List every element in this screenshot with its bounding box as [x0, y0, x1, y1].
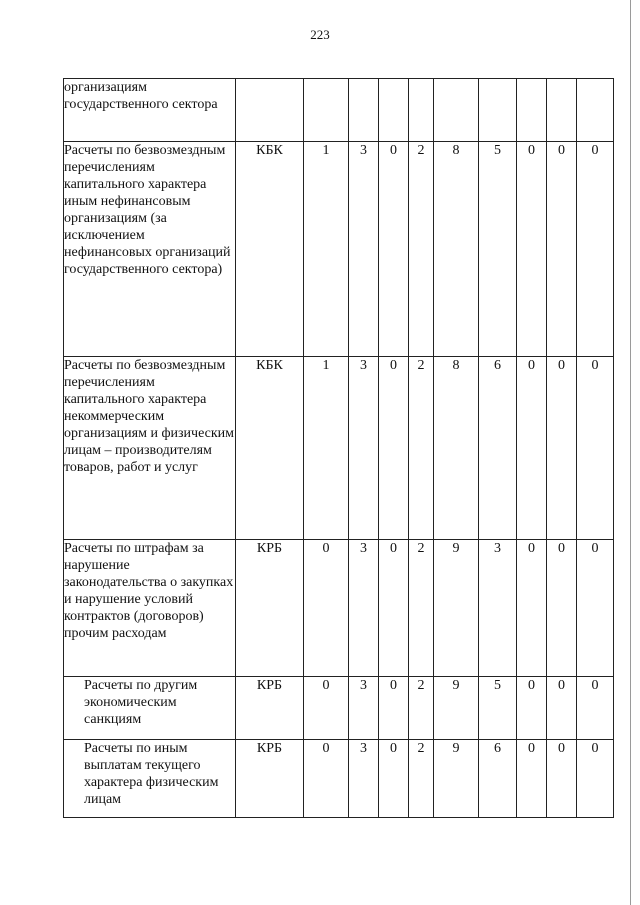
account-digit-cell: 3: [349, 142, 379, 357]
account-name-cell: организациям государственного сектора: [64, 79, 236, 142]
account-digit-cell: [577, 79, 614, 142]
account-digit-cell: 0: [304, 540, 349, 677]
account-digit-cell: 8: [434, 142, 479, 357]
account-digit-cell: 5: [479, 142, 517, 357]
code-type-cell: КРБ: [236, 740, 304, 818]
table-row: [64, 540, 614, 677]
account-digit-cell: 3: [349, 357, 379, 540]
account-digit-cell: 9: [434, 740, 479, 818]
code-type-cell: [236, 79, 304, 142]
code-type-cell: КРБ: [236, 677, 304, 740]
account-digit-cell: 0: [379, 357, 409, 540]
account-digit-cell: 0: [577, 540, 614, 677]
table-row: [64, 677, 614, 740]
account-digit-cell: 2: [409, 740, 434, 818]
account-digit-cell: [379, 79, 409, 142]
account-digit-cell: 0: [577, 357, 614, 540]
account-digit-cell: 9: [434, 677, 479, 740]
account-digit-cell: 2: [409, 142, 434, 357]
account-name-cell: Расчеты по безвозмездным перечислениям капитального характера некоммерческим организациям и физическим лицам – производителям товаров, работ и услуг: [64, 357, 236, 540]
account-digit-cell: 0: [547, 740, 577, 818]
account-digit-cell: 0: [379, 677, 409, 740]
account-digit-cell: 1: [304, 142, 349, 357]
account-digit-cell: 0: [517, 740, 547, 818]
account-digit-cell: [409, 79, 434, 142]
account-digit-cell: 9: [434, 540, 479, 677]
table-row: [64, 142, 614, 357]
account-name-cell: Расчеты по другим экономическим санкциям: [64, 677, 236, 740]
code-type-cell: КБК: [236, 357, 304, 540]
account-digit-cell: 0: [577, 677, 614, 740]
account-digit-cell: 5: [479, 677, 517, 740]
account-digit-cell: 6: [479, 740, 517, 818]
account-digit-cell: 0: [577, 740, 614, 818]
account-name-cell: Расчеты по безвозмездным перечислениям капитального характера иным нефинансовым организациям (за исключением нефинансовых организаций государственного сектора): [64, 142, 236, 357]
account-digit-cell: 0: [577, 142, 614, 357]
account-digit-cell: 0: [517, 142, 547, 357]
account-digit-cell: [349, 79, 379, 142]
account-digit-cell: 8: [434, 357, 479, 540]
account-name-cell: Расчеты по иным выплатам текущего характера физическим лицам: [64, 740, 236, 818]
account-digit-cell: 0: [379, 740, 409, 818]
account-digit-cell: 0: [547, 540, 577, 677]
account-digit-cell: 6: [479, 357, 517, 540]
table-row: [64, 79, 614, 142]
account-digit-cell: [547, 79, 577, 142]
account-digit-cell: 3: [479, 540, 517, 677]
account-digit-cell: 0: [547, 357, 577, 540]
accounts-table: [63, 78, 614, 818]
account-digit-cell: 0: [304, 740, 349, 818]
page-number: 223: [310, 27, 330, 42]
account-digit-cell: 0: [517, 540, 547, 677]
account-digit-cell: [304, 79, 349, 142]
account-digit-cell: 0: [304, 677, 349, 740]
table-row: [64, 740, 614, 818]
account-digit-cell: 0: [547, 677, 577, 740]
account-digit-cell: 0: [379, 142, 409, 357]
account-name-cell: Расчеты по штрафам за нарушение законодательства о закупках и нарушение условий контрактов (договоров) прочим расходам: [64, 540, 236, 677]
account-digit-cell: 3: [349, 677, 379, 740]
account-digit-cell: 2: [409, 677, 434, 740]
page-edge-line: [630, 0, 631, 905]
account-digit-cell: [434, 79, 479, 142]
account-digit-cell: 1: [304, 357, 349, 540]
account-digit-cell: 0: [517, 357, 547, 540]
table-row: [64, 357, 614, 540]
account-digit-cell: 2: [409, 540, 434, 677]
account-digit-cell: 2: [409, 357, 434, 540]
account-digit-cell: 0: [517, 677, 547, 740]
account-digit-cell: 0: [379, 540, 409, 677]
account-digit-cell: [479, 79, 517, 142]
code-type-cell: КБК: [236, 142, 304, 357]
account-digit-cell: [517, 79, 547, 142]
account-digit-cell: 3: [349, 740, 379, 818]
code-type-cell: КРБ: [236, 540, 304, 677]
account-digit-cell: 3: [349, 540, 379, 677]
account-digit-cell: 0: [547, 142, 577, 357]
